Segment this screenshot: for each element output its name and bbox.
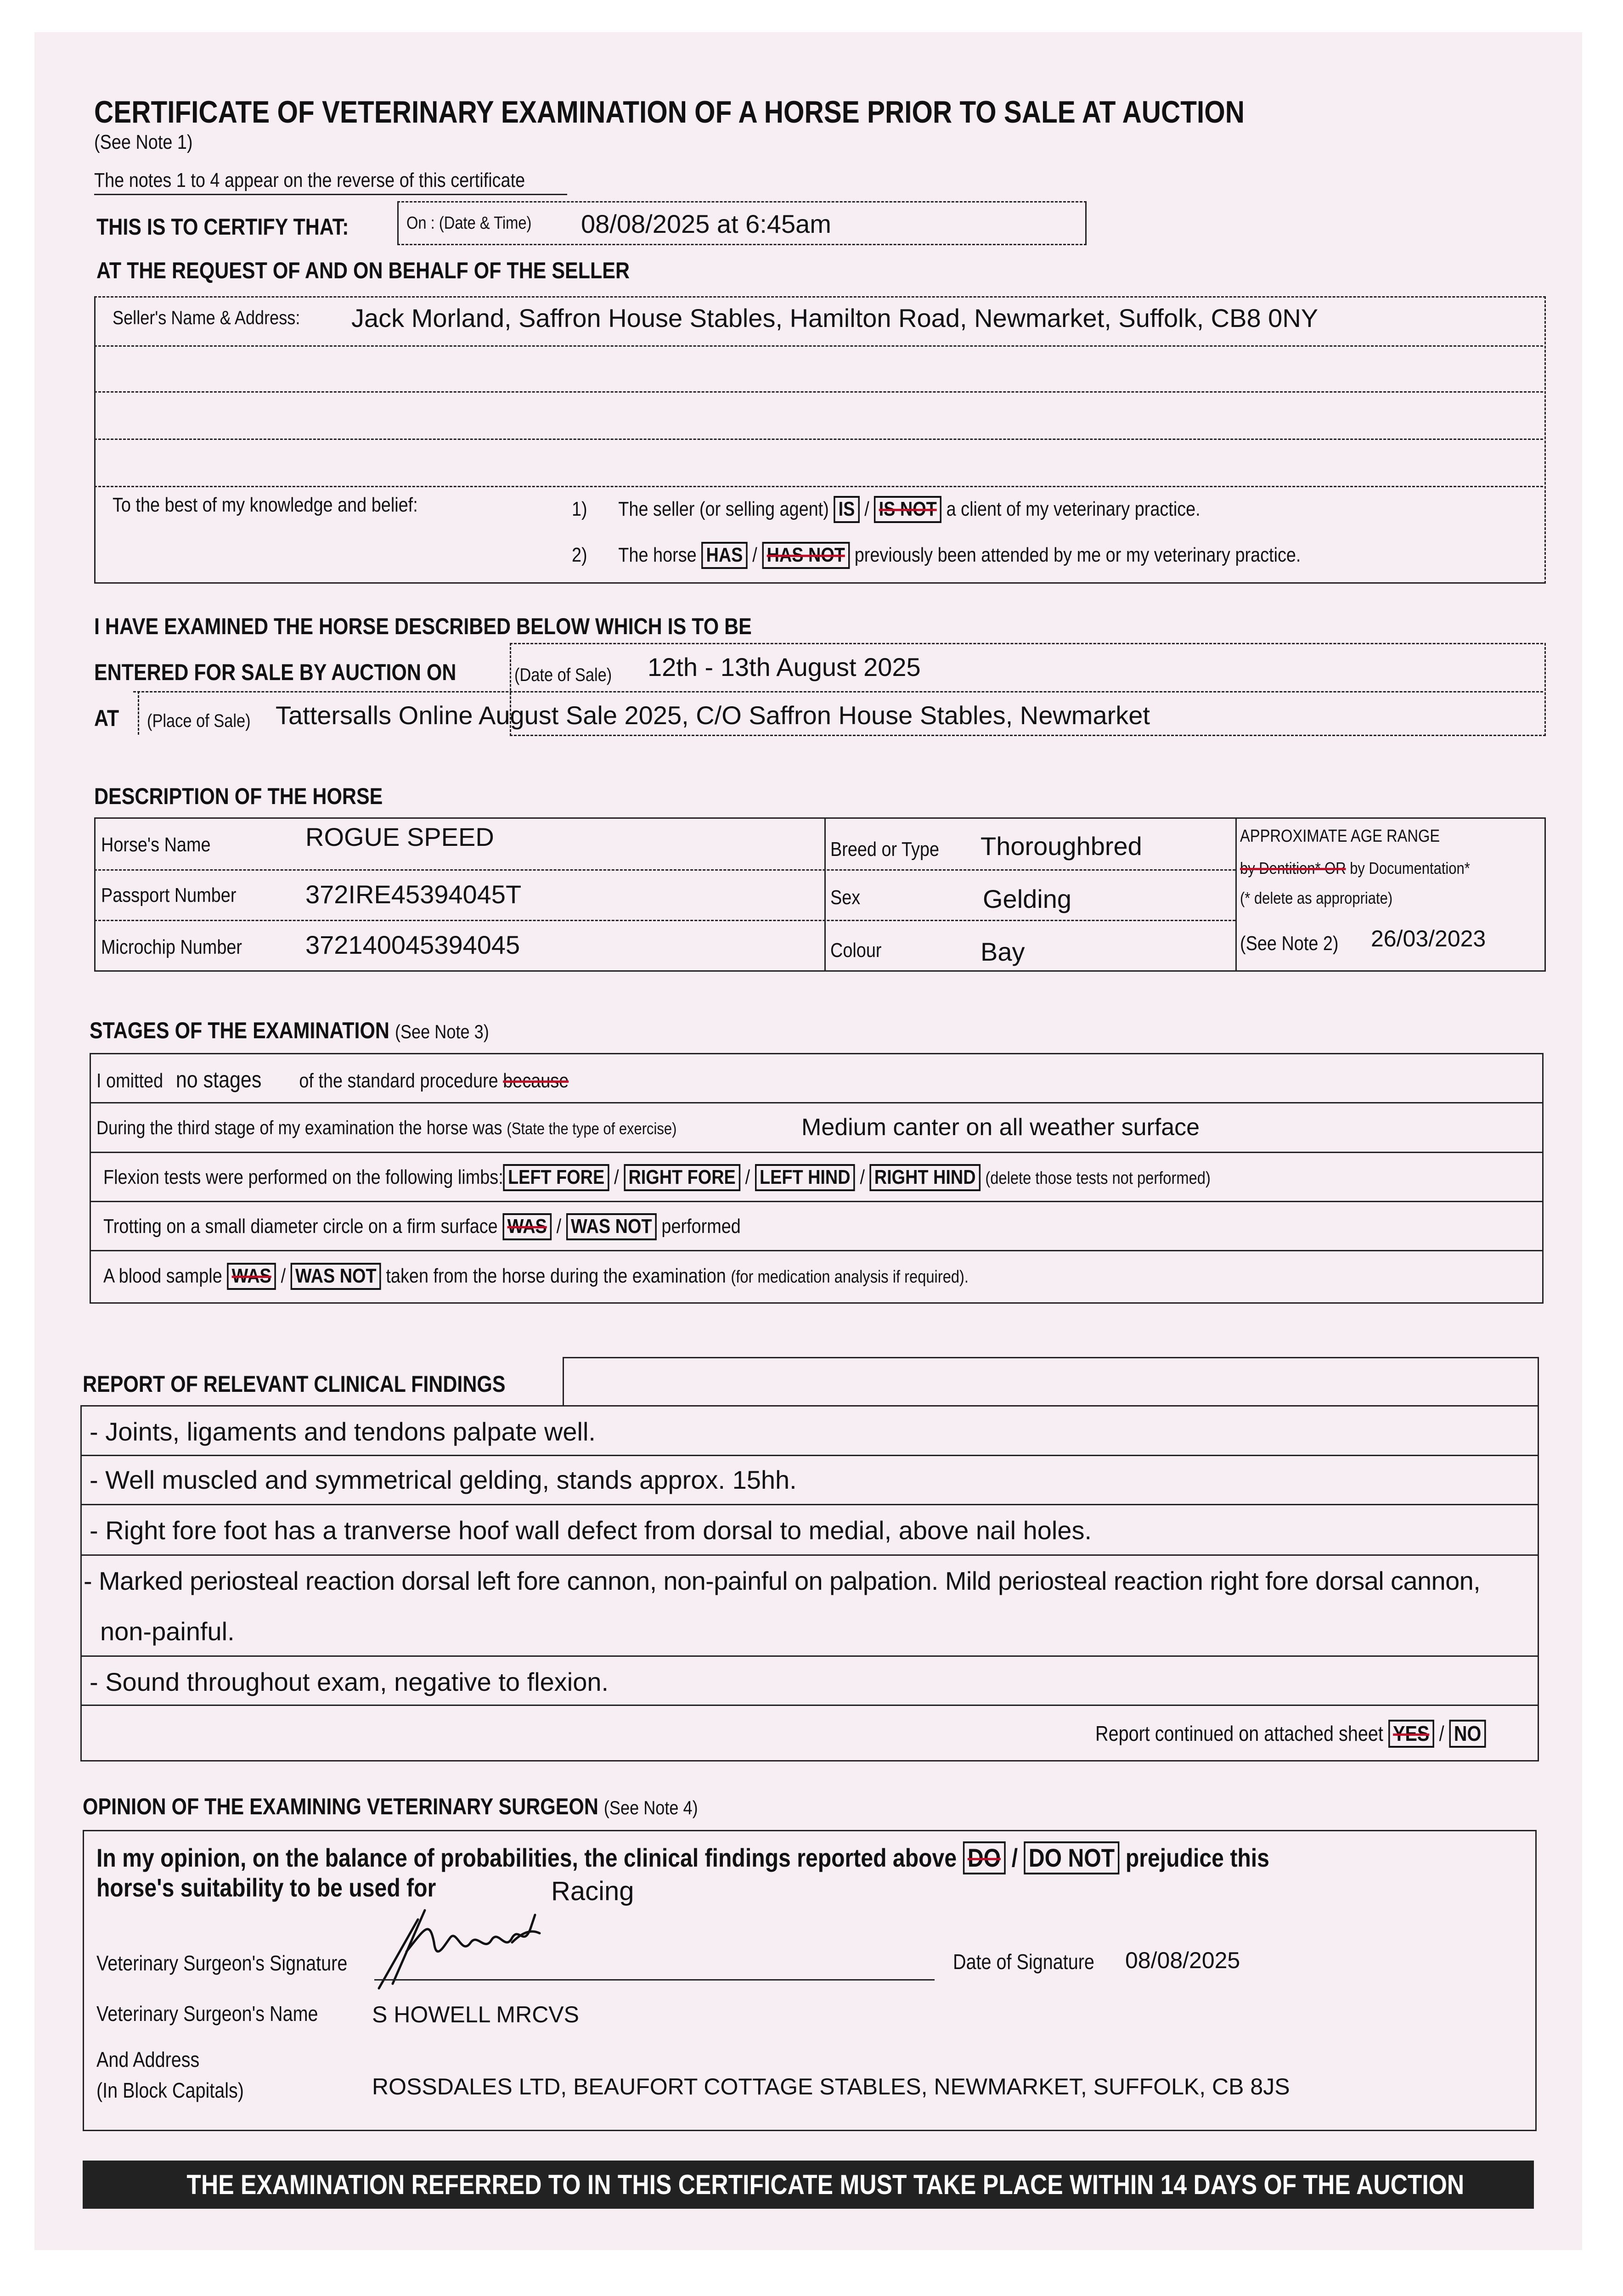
signature-date-value: 08/08/2025 xyxy=(1125,1947,1240,1973)
finding-line: - Joints, ligaments and tendons palpate well. xyxy=(90,1417,596,1446)
finding-line: - Well muscled and symmetrical gelding, stands approx. 15hh. xyxy=(90,1465,797,1494)
left-fore-option[interactable]: LEFT FORE xyxy=(503,1164,609,1191)
is-option[interactable]: IS xyxy=(834,496,859,523)
block-capitals-label: (In Block Capitals) xyxy=(96,2078,244,2102)
report-line-2 xyxy=(80,1504,1538,1505)
microchip-label: Microchip Number xyxy=(101,936,242,958)
horse-attended-text: The horse xyxy=(618,544,697,566)
horse-description-title: DESCRIPTION OF THE HORSE xyxy=(94,783,383,809)
opinion-text-pre: In my opinion, on the balance of probabilities, the clinical findings reported above xyxy=(96,1843,957,1872)
by-documentation-option[interactable]: by Documentation* xyxy=(1350,859,1470,878)
do-not-option[interactable]: DO NOT xyxy=(1024,1841,1120,1874)
vet-name-label: Veterinary Surgeon's Name xyxy=(96,2002,318,2026)
option-separator: / xyxy=(864,498,869,520)
microchip-value: 372140045394045 xyxy=(305,930,520,959)
belief-item-1 xyxy=(572,496,1303,523)
signature-date-label: Date of Signature xyxy=(953,1950,1094,1974)
on-date-time-label: On : (Date & Time) xyxy=(406,214,532,233)
trot-was-option[interactable]: WAS xyxy=(502,1213,552,1240)
seller-client-text: The seller (or selling agent) xyxy=(618,498,829,520)
third-stage-row xyxy=(96,1117,771,1139)
date-of-sale-value: 12th - 13th August 2025 xyxy=(648,653,921,681)
finding-line: - Marked periosteal reaction dorsal left fore cannon, non-painful on palpation. Mild periosteal reaction right fore dorsal cannon, xyxy=(84,1566,1481,1595)
horse-row-line-2 xyxy=(94,920,1235,921)
belief-label: To the best of my knowledge and belief: xyxy=(113,494,418,516)
see-note-1: (See Note 1) xyxy=(94,131,193,153)
seller-line-3 xyxy=(94,439,1543,440)
omitted-row xyxy=(96,1066,646,1093)
signature-label: Veterinary Surgeon's Signature xyxy=(96,1951,348,1975)
horse-table-divider-1 xyxy=(824,817,826,970)
belief-item-2 xyxy=(572,542,1420,569)
report-title-box xyxy=(563,1357,1539,1407)
age-range-title: APPROXIMATE AGE RANGE xyxy=(1240,827,1440,846)
place-of-sale-label: (Place of Sale) xyxy=(147,711,251,731)
blood-label: A blood sample xyxy=(103,1265,222,1287)
left-hind-option[interactable]: LEFT HIND xyxy=(755,1164,855,1191)
right-hind-option[interactable]: RIGHT HIND xyxy=(869,1164,980,1191)
certify-label: THIS IS TO CERTIFY THAT: xyxy=(96,214,349,240)
right-fore-option[interactable]: RIGHT FORE xyxy=(624,1164,740,1191)
passport-label: Passport Number xyxy=(101,884,237,906)
at-label: AT xyxy=(94,705,119,731)
trot-row xyxy=(103,1213,845,1240)
stages-row-line-4 xyxy=(90,1250,1542,1251)
seller-line-1 xyxy=(94,345,1543,347)
blood-was-not-option[interactable]: WAS NOT xyxy=(291,1263,381,1290)
request-label: AT THE REQUEST OF AND ON BEHALF OF THE SELLER xyxy=(96,258,630,283)
trot-performed-text: performed xyxy=(661,1215,741,1238)
entered-for-sale-label: ENTERED FOR SALE BY AUCTION ON xyxy=(94,659,456,685)
omitted-label: I omitted xyxy=(96,1069,163,1092)
place-box-left xyxy=(138,691,139,735)
medication-analysis-note: (for medication analysis if required). xyxy=(731,1267,969,1287)
certificate-title: CERTIFICATE OF VETERINARY EXAMINATION OF A HORSE PRIOR TO SALE AT AUCTION xyxy=(94,95,1245,129)
breed-label: Breed or Type xyxy=(830,838,940,861)
option-separator: / xyxy=(752,544,757,566)
opinion-text-post: prejudice this xyxy=(1125,1843,1269,1872)
has-option[interactable]: HAS xyxy=(701,542,748,569)
trot-label: Trotting on a small diameter circle on a firm surface xyxy=(103,1215,498,1238)
report-line-5 xyxy=(80,1705,1538,1706)
examined-heading: I HAVE EXAMINED THE HORSE DESCRIBED BELOW WHICH IS TO BE xyxy=(94,613,752,639)
seller-name-label: Seller's Name & Address: xyxy=(113,307,300,328)
trot-was-not-option[interactable]: WAS NOT xyxy=(566,1213,657,1240)
limb-separator: / xyxy=(860,1166,865,1188)
report-line-3 xyxy=(80,1554,1538,1556)
previously-attended-text: previously been attended by me or my veterinary practice. xyxy=(854,544,1301,566)
horse-name-value: ROGUE SPEED xyxy=(305,822,494,851)
report-line-4 xyxy=(80,1655,1538,1657)
vet-address-value: ROSSDALES LTD, BEAUFORT COTTAGE STABLES, NEWMARKET, SUFFOLK, CB 8JS xyxy=(372,2074,1290,2099)
vet-name-value: S HOWELL MRCVS xyxy=(372,2002,580,2027)
third-stage-value: Medium canter on all weather surface xyxy=(801,1114,1200,1141)
option-separator: / xyxy=(281,1265,286,1287)
address-label: And Address xyxy=(96,2048,200,2071)
because-struck: because xyxy=(503,1069,569,1092)
blood-taken-text: taken from the horse during the examination xyxy=(386,1265,726,1287)
is-not-option[interactable]: IS NOT xyxy=(874,496,941,523)
opinion-title: OPINION OF THE EXAMINING VETERINARY SURGEON (See Note 4) xyxy=(83,1794,698,1819)
report-continued-row xyxy=(1095,1720,1550,1748)
notes-underline xyxy=(94,194,567,195)
report-title: REPORT OF RELEVANT CLINICAL FINDINGS xyxy=(83,1371,506,1397)
option-separator: / xyxy=(1439,1722,1444,1745)
age-see-note: (See Note 2) xyxy=(1240,932,1339,955)
intended-use-value: Racing xyxy=(551,1876,634,1906)
item-1-number: 1) xyxy=(572,498,587,520)
option-separator: / xyxy=(1011,1843,1018,1872)
by-dentition-option[interactable]: by Dentition* OR xyxy=(1240,859,1346,878)
age-delete-note: (* delete as appropriate) xyxy=(1240,889,1393,907)
sex-label: Sex xyxy=(830,886,861,909)
report-line-1 xyxy=(80,1455,1538,1456)
flexion-label: Flexion tests were performed on the following limbs: xyxy=(103,1166,503,1188)
exam-datetime-value: 08/08/2025 at 6:45am xyxy=(581,209,831,238)
place-of-sale-value: Tattersalls Online August Sale 2025, C/O Saffron House Stables, Newmarket xyxy=(276,701,1150,730)
option-separator: / xyxy=(556,1215,562,1238)
client-of-practice-text: a client of my veterinary practice. xyxy=(946,498,1200,520)
seller-block xyxy=(94,296,1546,584)
colour-label: Colour xyxy=(830,939,882,962)
age-value: 26/03/2023 xyxy=(1371,926,1486,951)
opinion-statement xyxy=(96,1841,1460,1874)
finding-line: - Sound throughout exam, negative to flexion. xyxy=(90,1667,609,1696)
stages-row-line-2 xyxy=(90,1152,1542,1153)
finding-line: non-painful. xyxy=(100,1617,235,1646)
item-2-number: 2) xyxy=(572,544,587,566)
horse-row-line-1 xyxy=(94,869,1235,871)
do-option[interactable]: DO xyxy=(963,1841,1006,1874)
continued-no-option[interactable]: NO xyxy=(1449,1720,1486,1748)
footer-banner xyxy=(83,2161,1534,2209)
suitability-label: horse's suitability to be used for xyxy=(96,1873,436,1902)
flexion-row xyxy=(103,1164,1391,1191)
standard-procedure-text: of the standard procedure xyxy=(299,1069,498,1092)
horse-name-label: Horse's Name xyxy=(101,833,211,856)
finding-line: - Right fore foot has a tranverse hoof wall defect from dorsal to medial, above nail holes. xyxy=(90,1516,1092,1545)
stages-row-line-1 xyxy=(90,1102,1542,1103)
signature-line xyxy=(374,1979,935,1981)
breed-value: Thoroughbred xyxy=(981,832,1142,861)
omitted-value: no stages xyxy=(175,1067,262,1092)
passport-value: 372IRE45394045T xyxy=(305,880,522,909)
colour-value: Bay xyxy=(981,937,1025,966)
limb-separator: / xyxy=(614,1166,619,1188)
seller-name-value: Jack Morland, Saffron House Stables, Hamilton Road, Newmarket, Suffolk, CB8 0NY xyxy=(351,304,1319,332)
blood-row xyxy=(103,1263,1110,1290)
age-range-options xyxy=(1240,859,1507,878)
seller-line-2 xyxy=(94,391,1543,393)
flexion-delete-note: (delete those tests not performed) xyxy=(985,1169,1211,1188)
continued-yes-option[interactable]: YES xyxy=(1388,1720,1434,1748)
limb-separator: / xyxy=(745,1166,750,1188)
footer-banner-text: THE EXAMINATION REFERRED TO IN THIS CERTIFICATE MUST TAKE PLACE WITHIN 14 DAYS OF THE AUCTION xyxy=(186,2169,1465,2200)
third-stage-label: During the third stage of my examination the horse was xyxy=(96,1117,502,1138)
exercise-type-note: (State the type of exercise) xyxy=(507,1119,677,1138)
blood-was-option[interactable]: WAS xyxy=(227,1263,276,1290)
date-of-sale-label: (Date of Sale) xyxy=(514,665,612,685)
notes-reference: The notes 1 to 4 appear on the reverse of this certificate xyxy=(94,169,525,191)
sale-mid-line xyxy=(133,691,1543,692)
stages-title: STAGES OF THE EXAMINATION (See Note 3) xyxy=(90,1018,489,1043)
horse-table-divider-2 xyxy=(1235,817,1237,970)
has-not-option[interactable]: HAS NOT xyxy=(762,542,850,569)
report-continued-label: Report continued on attached sheet xyxy=(1095,1722,1383,1745)
stages-row-line-3 xyxy=(90,1201,1542,1202)
seller-line-4 xyxy=(94,486,1543,487)
sex-value: Gelding xyxy=(983,884,1072,913)
